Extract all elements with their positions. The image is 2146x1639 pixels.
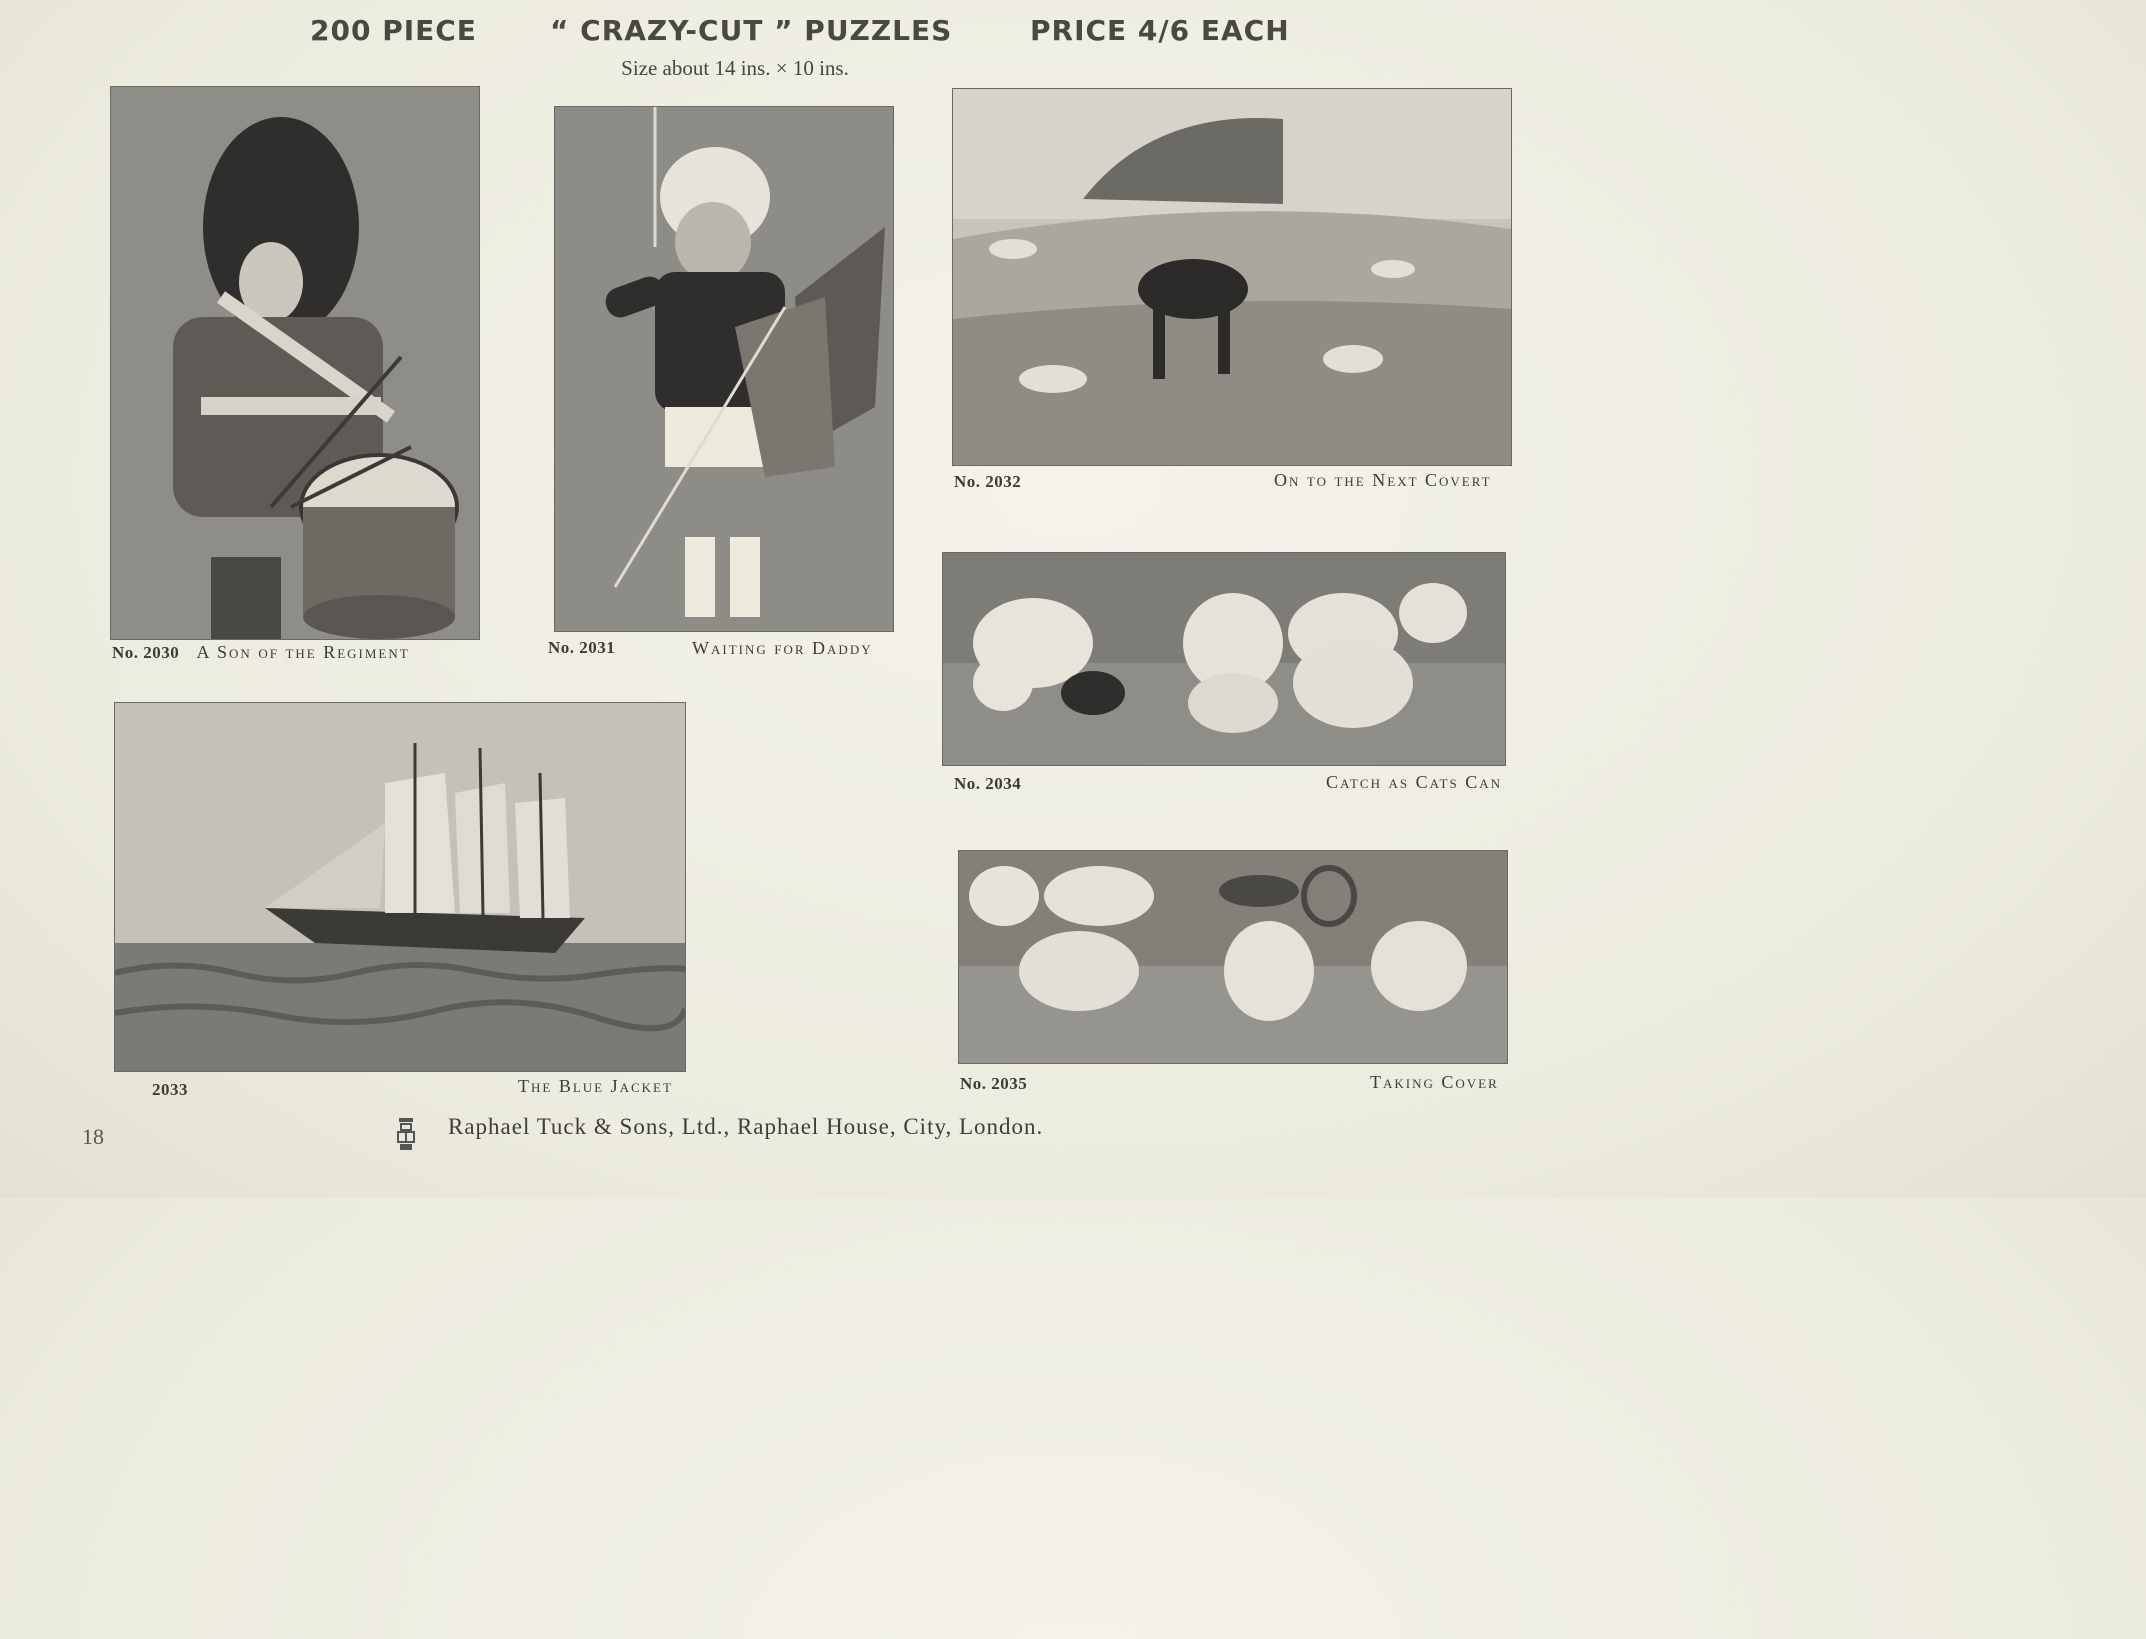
heading-pieces: 200 PIECE (310, 14, 477, 47)
caption-2031-title (692, 638, 873, 659)
puzzle-number: No. 2030 (112, 643, 180, 662)
caption-2034-title (1326, 772, 1502, 793)
publisher-footer: Raphael Tuck & Sons, Ltd., Raphael House, City, London. (448, 1114, 1044, 1139)
puzzle-number: 2033 (152, 1080, 188, 1099)
caption-2032-number (954, 472, 1021, 492)
puzzle-image-2033 (114, 702, 686, 1072)
heading-price: PRICE 4/6 EACH (1030, 14, 1290, 47)
puzzle-image-2031 (554, 106, 894, 632)
puzzle-image-2030 (110, 86, 480, 640)
puzzle-number: No. 2035 (960, 1074, 1028, 1093)
puzzle-title: The Blue Jacket (518, 1076, 673, 1096)
caption-2034-number (954, 774, 1021, 794)
caption-2032-title (1274, 470, 1492, 491)
puzzle-image-2032 (952, 88, 1512, 466)
puzzle-number: No. 2032 (954, 472, 1022, 491)
puzzle-number: No. 2034 (954, 774, 1022, 793)
puzzle-number: No. 2031 (548, 638, 616, 657)
heading-series: “ CRAZY-CUT ” PUZZLES (550, 14, 953, 47)
caption-2033-number (152, 1080, 188, 1100)
puzzle-title: A Son of the Regiment (196, 642, 410, 662)
caption-2033-title (518, 1076, 673, 1097)
size-subtitle: Size about 14 ins. × 10 ins. (621, 56, 849, 80)
puzzle-image-2035 (958, 850, 1508, 1064)
puzzle-title: Catch as Cats Can (1326, 772, 1502, 792)
page-number: 18 (82, 1124, 104, 1149)
puzzle-image-2034 (942, 552, 1506, 766)
caption-2035-title (1370, 1072, 1499, 1093)
puzzle-title: On to the Next Covert (1274, 470, 1492, 490)
puzzle-title: Taking Cover (1370, 1072, 1499, 1092)
caption-2035-number (960, 1074, 1027, 1094)
puzzle-title: Waiting for Daddy (692, 638, 873, 658)
caption-2030 (112, 642, 410, 663)
publisher-logo-icon (396, 1116, 416, 1152)
caption-2031 (548, 638, 615, 658)
